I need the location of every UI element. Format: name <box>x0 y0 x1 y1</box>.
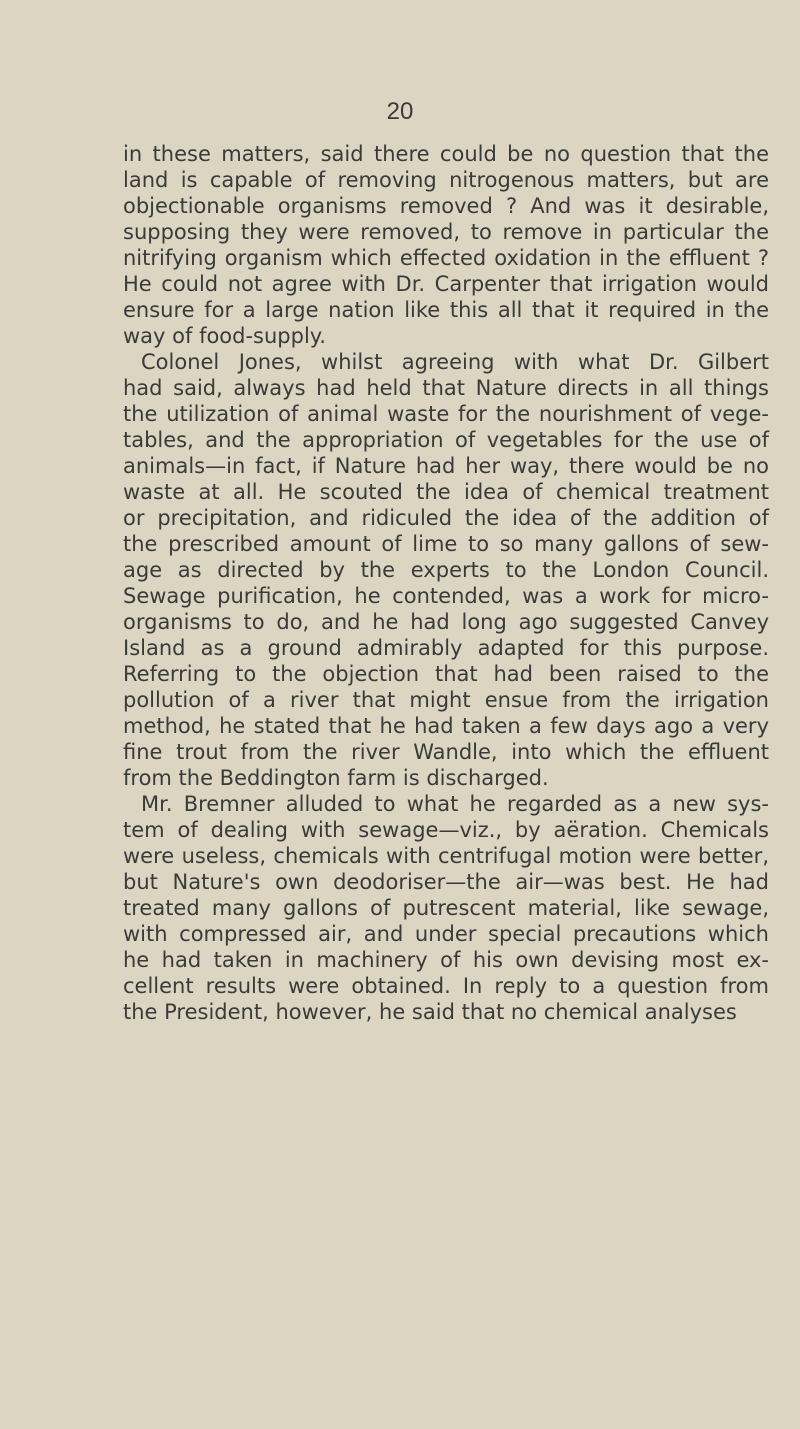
text-line-11: the utilization of animal waste for the nourishment of vege- <box>123 402 769 426</box>
text-line-15: or precipitation, and ridiculed the idea of the addition of <box>123 506 769 530</box>
text-line-12: tables, and the appropriation of vegetables for the use of <box>123 428 769 452</box>
text-line-33: cellent results were obtained. In reply to a question from <box>123 974 769 998</box>
text-line-7: ensure for a large nation like this all that it required in the <box>123 298 769 322</box>
text-line-6: He could not agree with Dr. Carpenter that irrigation would <box>123 272 769 296</box>
text-line-23: method, he stated that he had taken a few days ago a very <box>123 714 769 738</box>
text-line-16: the prescribed amount of lime to so many gallons of sew- <box>123 532 769 556</box>
text-line-25: from the Beddington farm is discharged. <box>123 766 549 790</box>
text-line-14: waste at all. He scouted the idea of chemical treatment <box>123 480 769 504</box>
text-line-5: nitrifying organism which effected oxidation in the effluent ? <box>123 246 769 270</box>
text-line-28: were useless, chemicals with centrifugal motion were better, <box>123 844 769 868</box>
text-line-34: the President, however, he said that no chemical analyses <box>123 1000 737 1024</box>
text-line-17: age as directed by the experts to the London Council. <box>123 558 769 582</box>
text-line-30: treated many gallons of putrescent material, like sewage, <box>123 896 769 920</box>
text-line-8: way of food-supply. <box>123 324 326 348</box>
text-line-21: Referring to the objection that had been raised to the <box>123 662 769 686</box>
text-line-27: tem of dealing with sewage—viz., by aëration. Chemicals <box>123 818 769 842</box>
text-line-1: in these matters, said there could be no question that the <box>123 142 769 166</box>
text-line-19: organisms to do, and he had long ago suggested Canvey <box>123 610 769 634</box>
page-number: 20 <box>386 98 414 125</box>
text-line-29: but Nature's own deodoriser—the air—was best. He had <box>123 870 769 894</box>
text-line-24: fine trout from the river Wandle, into which the effluent <box>123 740 769 764</box>
text-line-10: had said, always had held that Nature directs in all things <box>123 376 769 400</box>
text-line-32: he had taken in machinery of his own devising most ex- <box>123 948 769 972</box>
text-line-4: supposing they were removed, to remove in particular the <box>123 220 769 244</box>
text-line-26: Mr. Bremner alluded to what he regarded as a new sys- <box>141 792 769 816</box>
text-line-9: Colonel Jones, whilst agreeing with what Dr. Gilbert <box>141 350 769 374</box>
text-line-22: pollution of a river that might ensue from the irrigation <box>123 688 769 712</box>
text-line-20: Island as a ground admirably adapted for this purpose. <box>123 636 769 660</box>
text-line-2: land is capable of removing nitrogenous matters, but are <box>123 168 769 192</box>
text-line-18: Sewage purification, he contended, was a work for micro- <box>123 584 769 608</box>
text-line-31: with compressed air, and under special precautions which <box>123 922 769 946</box>
text-line-3: objectionable organisms removed ? And was it desirable, <box>123 194 769 218</box>
text-line-13: animals—in fact, if Nature had her way, there would be no <box>123 454 769 478</box>
